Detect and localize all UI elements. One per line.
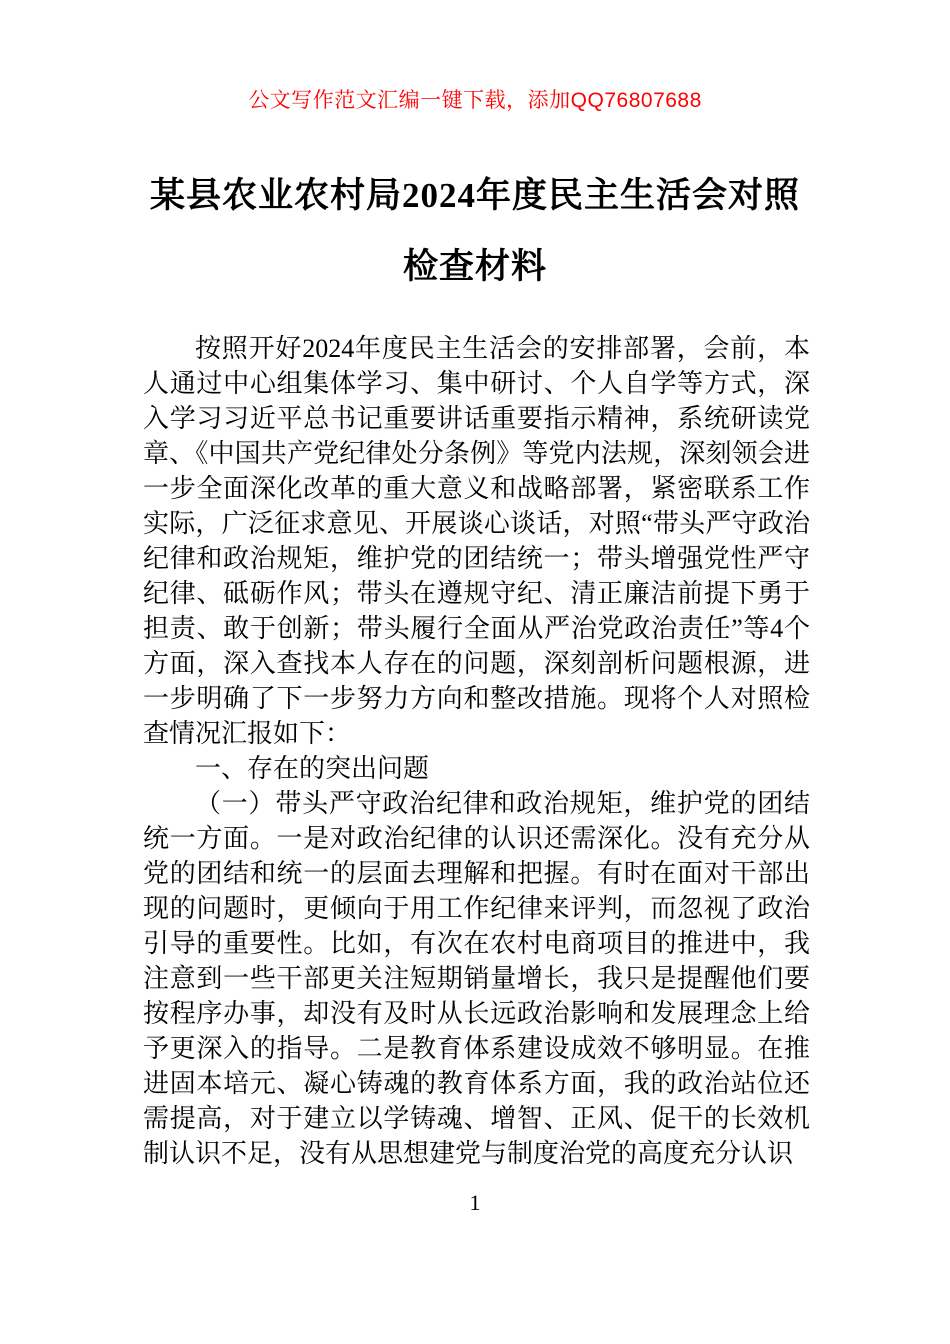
paragraph-section-one: （一）带头严守政治纪律和政治规矩，维护党的团结统一方面。一是对政治纪律的认识还需深化。没有充分从党的团结和统一的层面去理解和把握。有时在面对干部出现的问题时，更倾向于用工作纪律来评判，而忽视了政治引导的重要性。比如，有次在农村电商项目的推进中，我注意到一些干部更关注短期销量增长，我只是提醒他们要按程序办事，却没有及时从长远政治影响和发展理念上给予更深入的指导。二是教育体系建设成效不够明显。在推进固本培元、凝心铸魂的教育体系方面，我的政治站位还需提高，对于建立以学铸魂、增智、正风、促干的长效机制认识不足，没有从思想建党与制度治党的高度充分认识	[143, 789, 810, 1168]
header-notice: 公文写作范文汇编一键下载，添加QQ76807688	[248, 89, 702, 112]
document-title-line-2: 检查材料	[402, 247, 547, 286]
page-number: 1	[469, 1190, 481, 1215]
section-heading-problems: 一、存在的突出问题	[195, 754, 430, 783]
document-title-line-1: 某县农业农村局2024年度民主生活会对照	[149, 176, 800, 215]
document-title	[140, 160, 810, 302]
document-body	[143, 331, 810, 1171]
paragraph-intro: 按照开好2024年度民主生活会的安排部署，会前，本人通过中心组集体学习、集中研讨、个人自学等方式，深入学习习近平总书记重要讲话重要指示精神，系统研读党章、《中国共产党纪律处分条例》等党内法规，深刻领会进一步全面深化改革的重大意义和战略部署，紧密联系工作实际，广泛征求意见、开展谈心谈话，对照“带头严守政治纪律和政治规矩，维护党的团结统一；带头增强党性严守纪律、砥砺作风；带头在遵规守纪、清正廉洁前提下勇于担责、敢于创新；带头履行全面从严治党政治责任”等4个方面，深入查找本人存在的问题，深刻剖析问题根源，进一步明确了下一步努力方向和整改措施。现将个人对照检查情况汇报如下：	[143, 334, 810, 748]
